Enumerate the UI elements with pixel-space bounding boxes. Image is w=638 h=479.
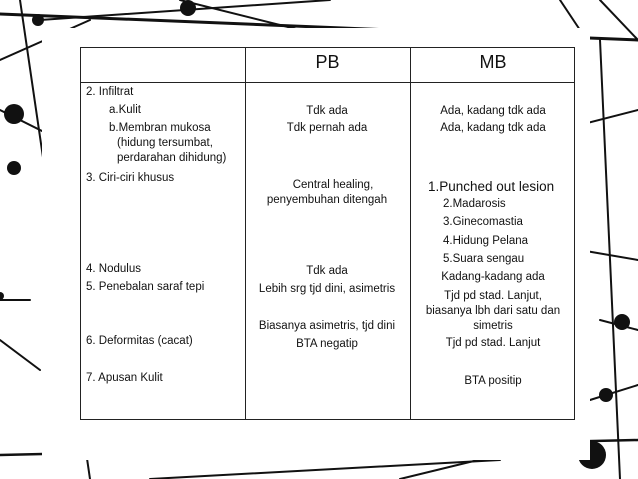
pb-ciri: Central healing,: [292, 179, 374, 191]
header-pb: PB: [315, 52, 340, 72]
mb-membran: Ada, kadang tdk ada: [440, 122, 546, 134]
pb-kulit: Tdk ada: [306, 105, 348, 117]
row-label-penebalan: 5. Penebalan saraf tepi: [86, 281, 205, 293]
pb-nodulus: Tdk ada: [306, 265, 348, 277]
row-label-infiltrat: 2. Infiltrat: [86, 86, 134, 98]
mb-penebalan-note: biasanya lbh dari satu dan: [425, 305, 561, 317]
pb-membran: Tdk pernah ada: [286, 122, 368, 134]
mb-penebalan-note: simetris: [473, 320, 513, 332]
mb-ciri-2: 2.Madarosis: [443, 198, 506, 210]
pb-apusan: BTA negatip: [296, 338, 358, 350]
mb-ciri-1: 1.Punched out lesion: [428, 179, 555, 194]
row-label-membran: b.Membran mukosa: [109, 122, 211, 134]
mb-penebalan: Tjd pd stad. Lanjut,: [444, 290, 542, 302]
mb-ciri-4: 4.Hidung Pelana: [443, 235, 529, 247]
mb-kulit: Ada, kadang tdk ada: [440, 105, 546, 117]
mb-ciri-3: 3.Ginecomastia: [443, 216, 523, 228]
mb-ciri-5: 5.Suara sengau: [443, 253, 525, 265]
mb-nodulus: Kadang-kadang ada: [441, 271, 545, 283]
pb-penebalan: Lebih srg tjd dini, asimetris: [258, 283, 396, 295]
comparison-table: [80, 47, 575, 420]
row-label-nodulus: 4. Nodulus: [86, 263, 141, 275]
row-label-deformitas: 6. Deformitas (cacat): [86, 335, 193, 347]
row-label-membran-note: perdarahan dihidung): [117, 152, 227, 164]
header-divider: [81, 82, 574, 83]
row-label-apusan: 7. Apusan Kulit: [86, 372, 163, 384]
mb-deformitas: Tjd pd stad. Lanjut: [445, 337, 541, 349]
header-mb: MB: [479, 52, 507, 72]
pb-ciri-note: penyembuhan ditengah: [266, 194, 388, 206]
mb-apusan: BTA positip: [464, 375, 522, 387]
pb-deformitas: Biasanya asimetris, tjd dini: [258, 320, 396, 332]
row-label-kulit: a.Kulit: [109, 104, 141, 116]
row-label-ciri: 3. Ciri-ciri khusus: [86, 172, 175, 184]
row-label-membran-note: (hidung tersumbat,: [117, 137, 213, 149]
